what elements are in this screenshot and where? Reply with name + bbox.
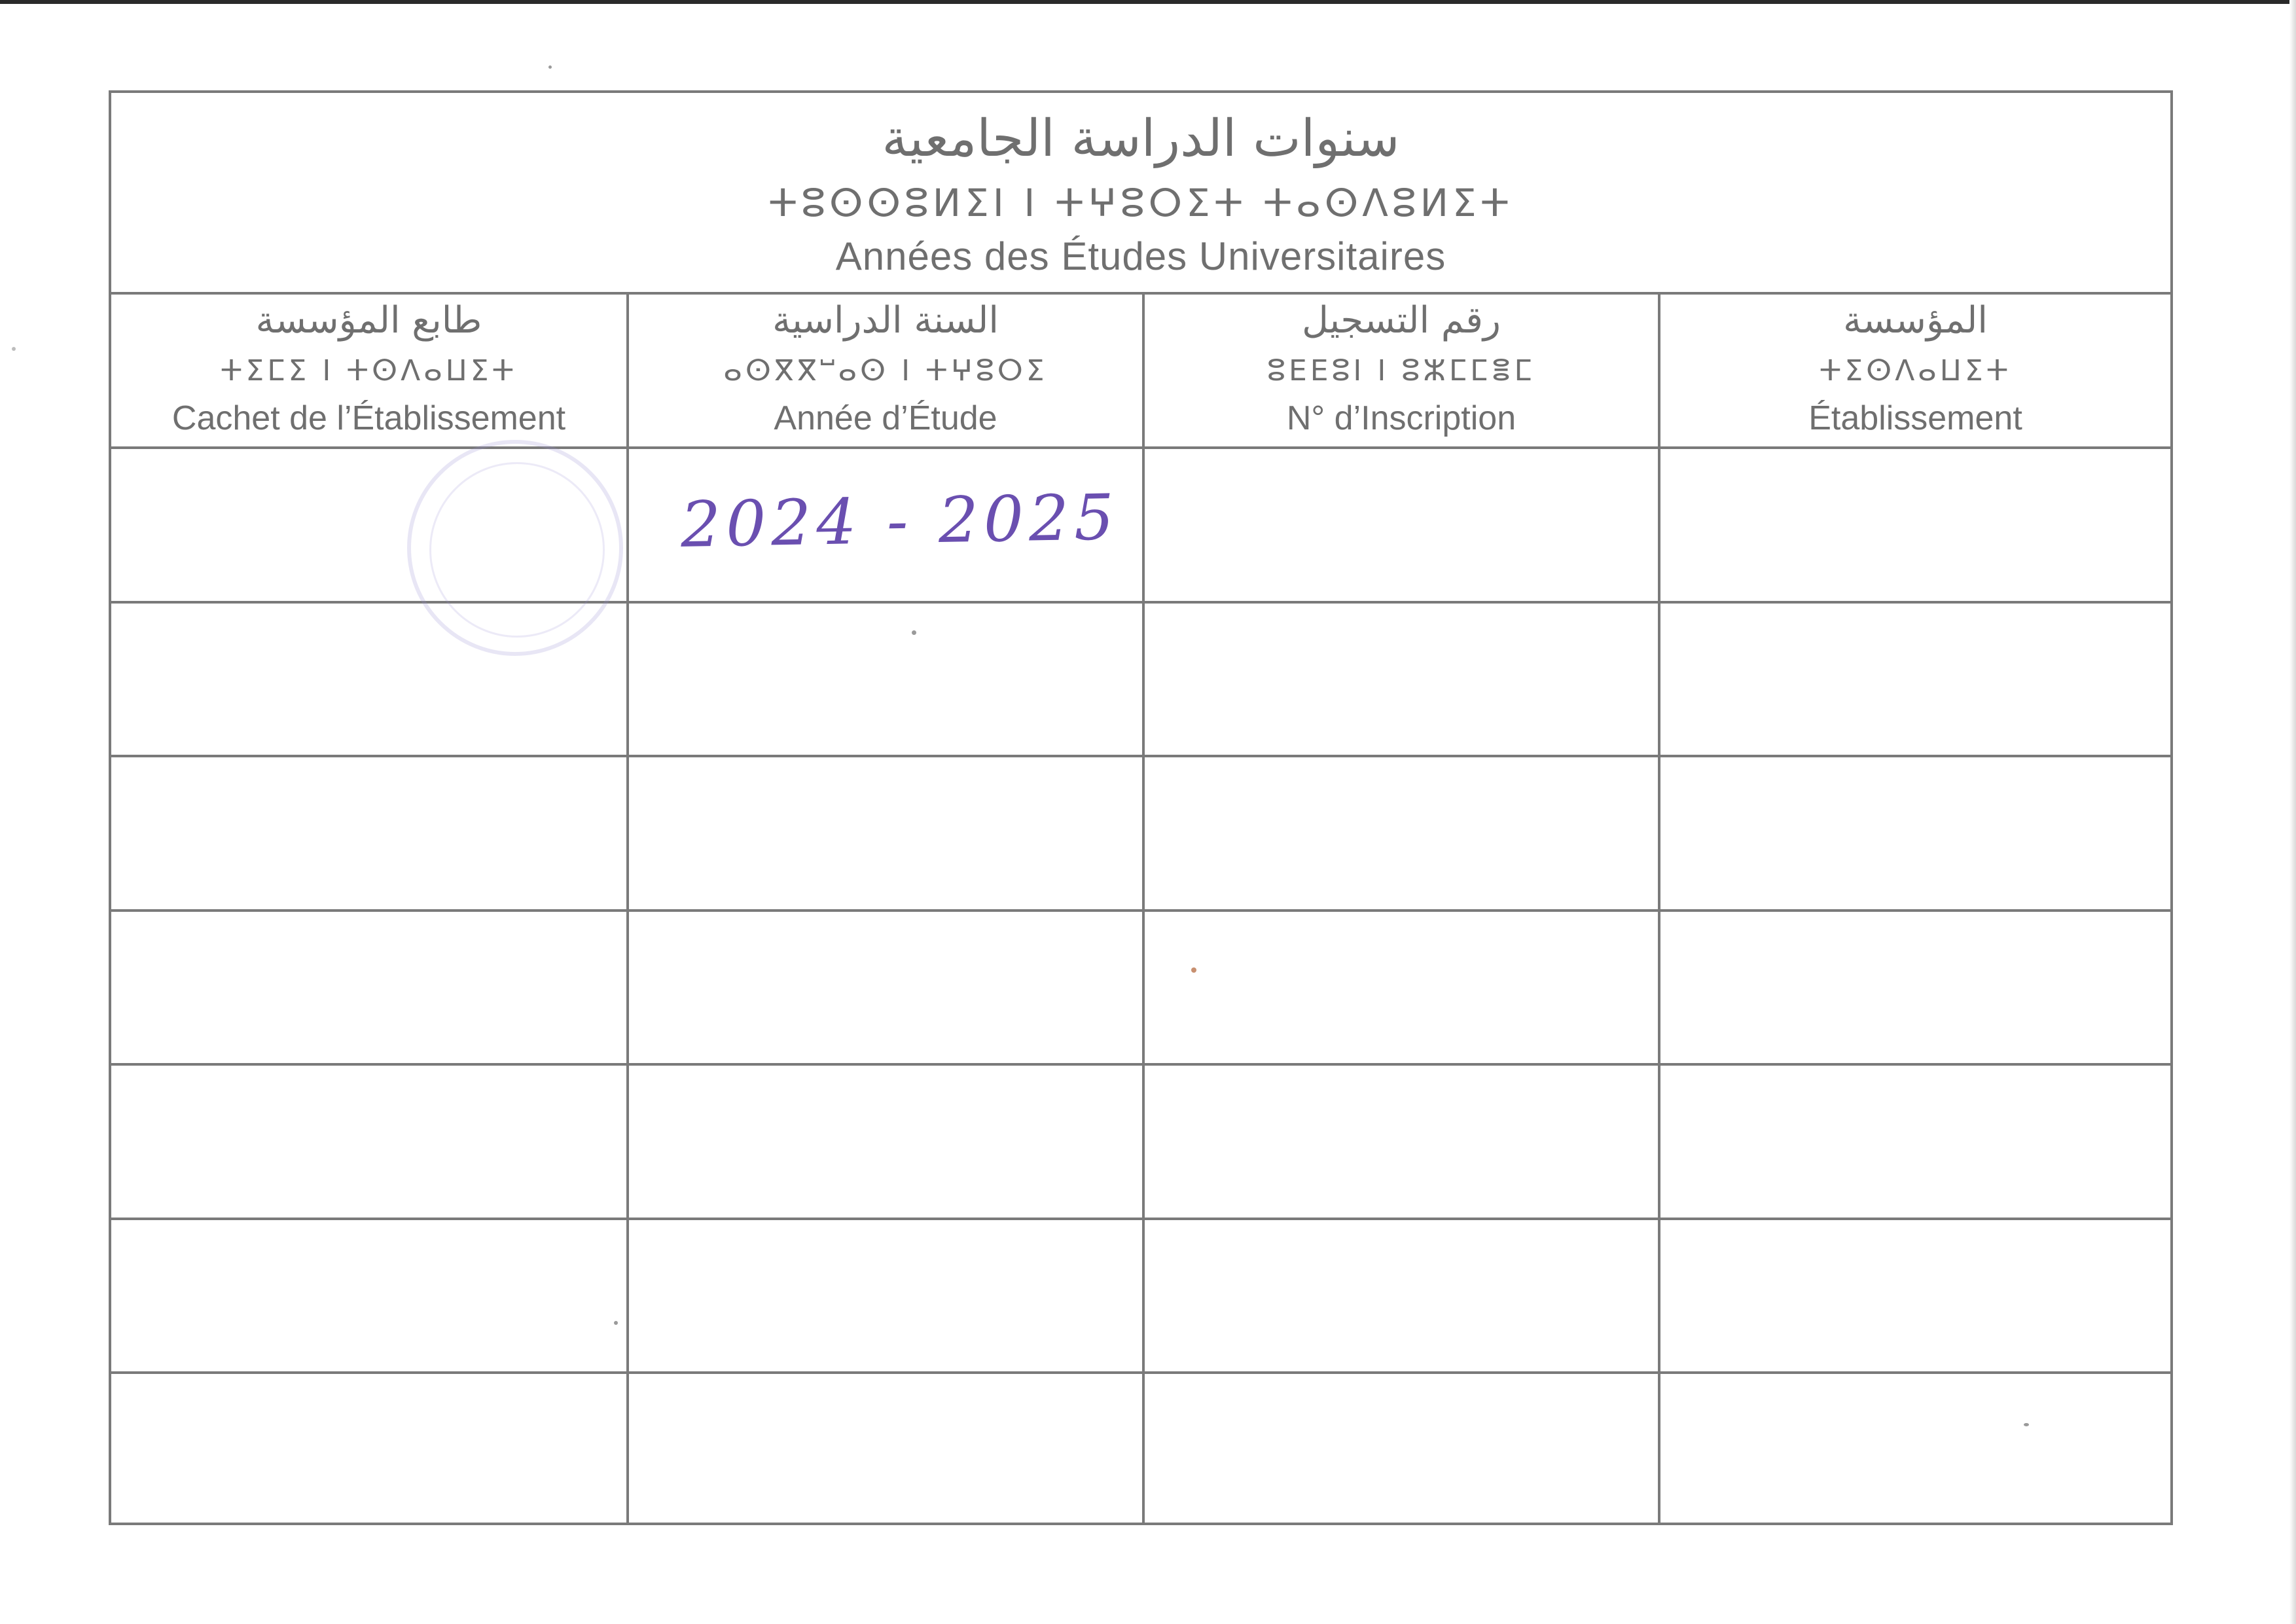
institution-stamp: [407, 440, 623, 656]
title-block: [111, 93, 2170, 295]
scan-speck: [548, 65, 552, 69]
title-arabic: سنوات الدراسة الجامعية: [882, 109, 1400, 168]
column-header-french: Cachet de l’Établissement: [171, 399, 566, 437]
row-divider: [111, 1063, 2170, 1066]
scan-speck: [12, 347, 16, 351]
studies-table: [111, 292, 2170, 1525]
card-top-edge: [0, 0, 2296, 4]
scan-speck: [1191, 967, 1196, 973]
row-divider: [111, 1371, 2170, 1374]
row-divider: [111, 601, 2170, 604]
table-row-1-registration-cell[interactable]: [1145, 449, 1658, 601]
table-header-row: [111, 292, 2170, 449]
scan-speck: [614, 1321, 618, 1325]
column-header-arabic: رقم التسجيل: [1302, 299, 1501, 342]
row-divider: [111, 755, 2170, 757]
column-header-institution: [1660, 292, 2170, 446]
table-row-1-institution-cell[interactable]: [1660, 449, 2170, 601]
card-right-edge: [2289, 0, 2296, 1624]
title-french: Années des Études Universitaires: [835, 234, 1446, 278]
row-divider: [111, 1218, 2170, 1220]
column-header-tifinagh: ⴰⵙⴳⴳⵯⴰⵙ ⵏ ⵜⵖⵓⵔⵉ: [723, 354, 1048, 388]
column-header-french: N° d’Inscription: [1286, 399, 1516, 437]
column-header-arabic: طابع المؤسسة: [255, 299, 482, 342]
column-header-french: Année d’Étude: [774, 399, 997, 437]
column-header-registration-number: [1145, 292, 1658, 446]
column-header-stamp: [111, 292, 626, 446]
row-divider: [111, 909, 2170, 912]
handwritten-study-year: 2024 - 2025: [680, 480, 1121, 562]
column-header-tifinagh: ⵓⴹⴹⵓⵏ ⵏ ⵓⵣⵎⵎⴻⵎ: [1267, 354, 1535, 388]
column-header-arabic: السنة الدراسية: [772, 299, 999, 342]
column-header-arabic: المؤسسة: [1843, 299, 1988, 342]
column-header-french: Établissement: [1808, 399, 2022, 437]
title-tifinagh: ⵜⵓⵙⵙⵓⵍⵉⵏ ⵏ ⵜⵖⵓⵔⵉⵜ ⵜⴰⵙⴷⵓⵍⵉⵜ: [768, 181, 1514, 225]
scan-speck: [912, 630, 916, 635]
university-years-form: [109, 90, 2173, 1525]
column-header-study-year: [629, 292, 1142, 446]
column-header-tifinagh: ⵜⵉⵎⵉ ⵏ ⵜⵙⴷⴰⵡⵉⵜ: [220, 354, 518, 388]
scan-speck: [2024, 1423, 2029, 1426]
column-header-tifinagh: ⵜⵉⵙⴷⴰⵡⵉⵜ: [1819, 354, 2012, 388]
